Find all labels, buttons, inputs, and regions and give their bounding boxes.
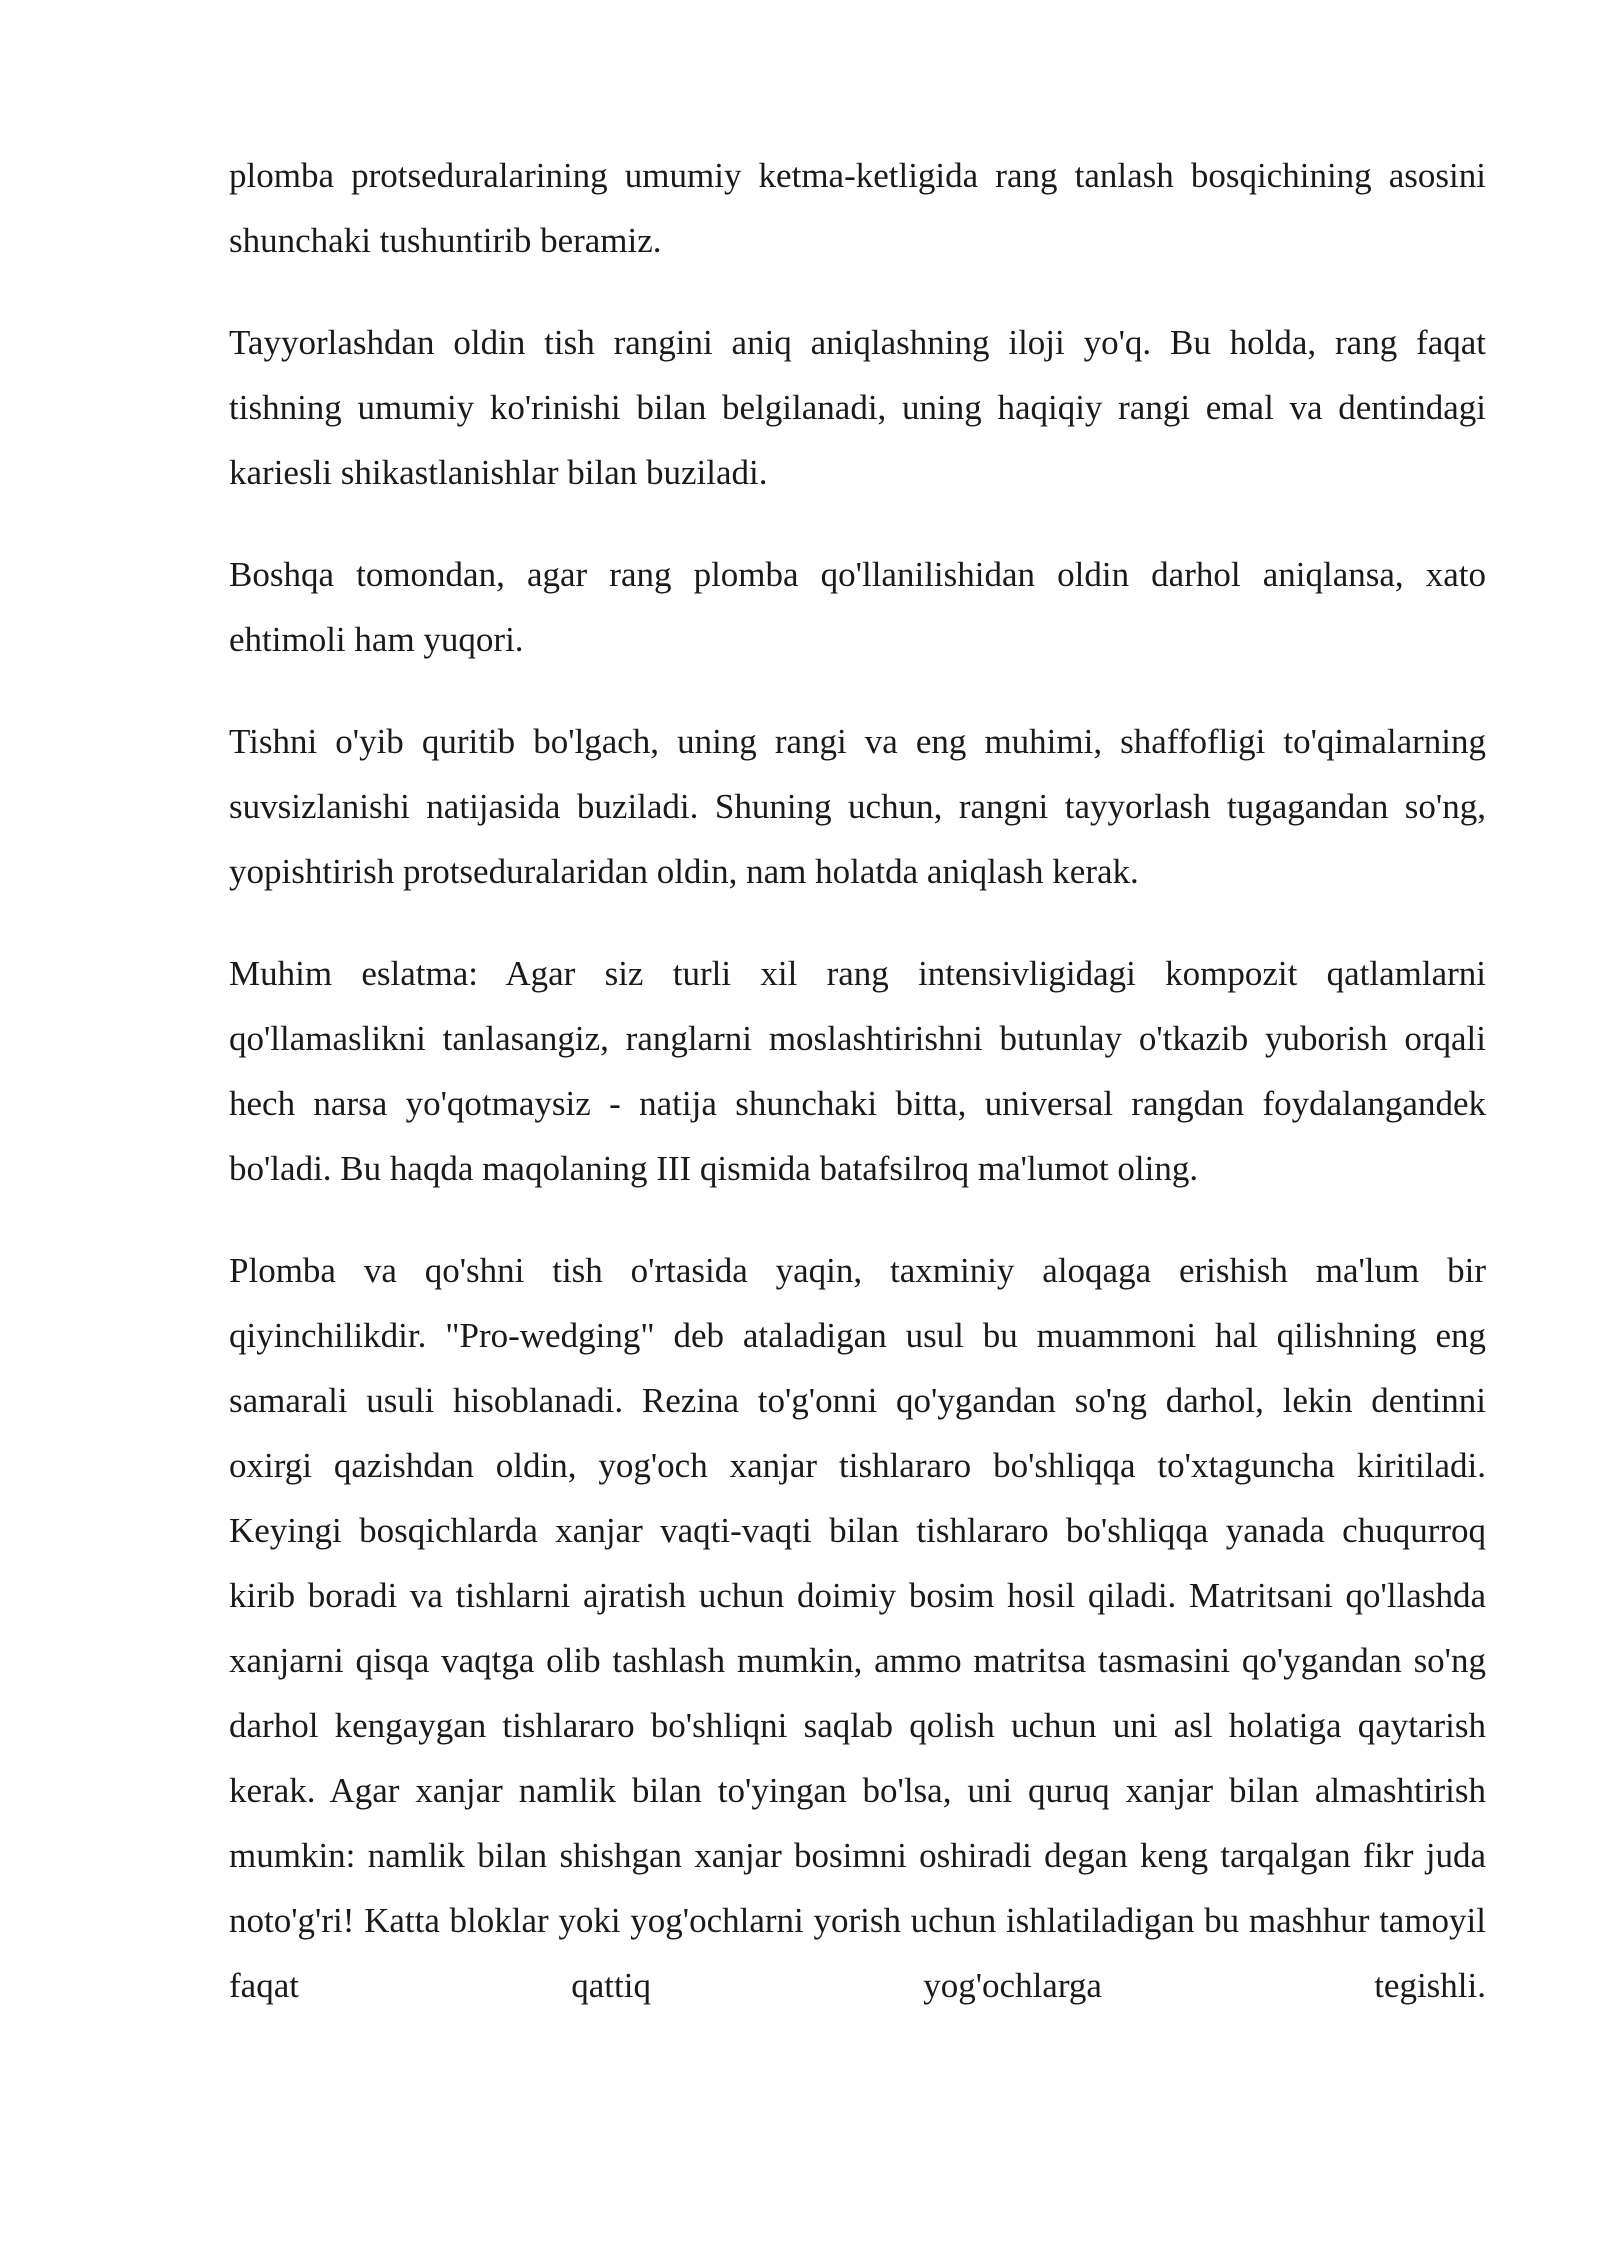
document-body (229, 143, 1486, 2018)
paragraph-3: Boshqa tomondan, agar rang plomba qo'llanilishidan oldin darhol aniqlansa, xato ehtimoli ham yuqori. (229, 555, 1486, 659)
paragraph-4: Tishni o'yib quritib bo'lgach, uning rangi va eng muhimi, shaffofligi to'qimalarning suvsizlanishi natijasida buziladi. Shuning uchun, rangni tayyorlash tugagandan so'ng, yopishtirish protseduralaridan oldin, nam holatda aniqlash kerak. (229, 722, 1486, 891)
paragraph-5: Muhim eslatma: Agar siz turli xil rang intensivligidagi kompozit qatlamlarni qo'llamaslikni tanlasangiz, ranglarni moslashtirishni butunlay o'tkazib yuborish orqali hech narsa yo'qotmaysiz - natija shunchaki bitta, universal rangdan foydalangandek bo'ladi. Bu haqda maqolaning III qismida batafsilroq ma'lumot oling. (229, 954, 1486, 1188)
paragraph-1: plomba protseduralarining umumiy ketma-ketligida rang tanlash bosqichining asosini shunchaki tushuntirib beramiz. (229, 156, 1486, 260)
paragraph-2: Tayyorlashdan oldin tish rangini aniq aniqlashning iloji yo'q. Bu holda, rang faqat tishning umumiy ko'rinishi bilan belgilanadi, uning haqiqiy rangi emal va dentindagi kariesli shikastlanishlar bilan buziladi. (229, 323, 1486, 492)
paragraph-6: Plomba va qo'shni tish o'rtasida yaqin, taxminiy aloqaga erishish ma'lum bir qiyinchilikdir. "Pro-wedging" deb ataladigan usul bu muammoni hal qilishning eng samarali usuli hisoblanadi. Rezina to'g'onni qo'ygandan so'ng darhol, lekin dentinni oxirgi qazishdan oldin, yog'och xanjar tishlararo bo'shliqqa to'xtaguncha kiritiladi. Keyingi bosqichlarda xanjar vaqti-vaqti bilan tishlararo bo'shliqqa yanada chuqurroq kirib boradi va tishlarni ajratish uchun doimiy bosim hosil qiladi. Matritsani qo'llashda xanjarni qisqa vaqtga olib tashlash mumkin, ammo matritsa tasmasini qo'ygandan so'ng darhol kengaygan tishlararo bo'shliqni saqlab qolish uchun uni asl holatiga qaytarish kerak. Agar xanjar namlik bilan to'yingan bo'lsa, uni quruq xanjar bilan almashtirish mumkin: namlik bilan shishgan xanjar bosimni oshiradi degan keng tarqalgan fikr juda noto'g'ri! Katta bloklar yoki yog'ochlarni yorish uchun ishlatiladigan bu mashhur tamoyil faqat qattiq yog'ochlarga tegishli. (229, 1251, 1486, 2005)
